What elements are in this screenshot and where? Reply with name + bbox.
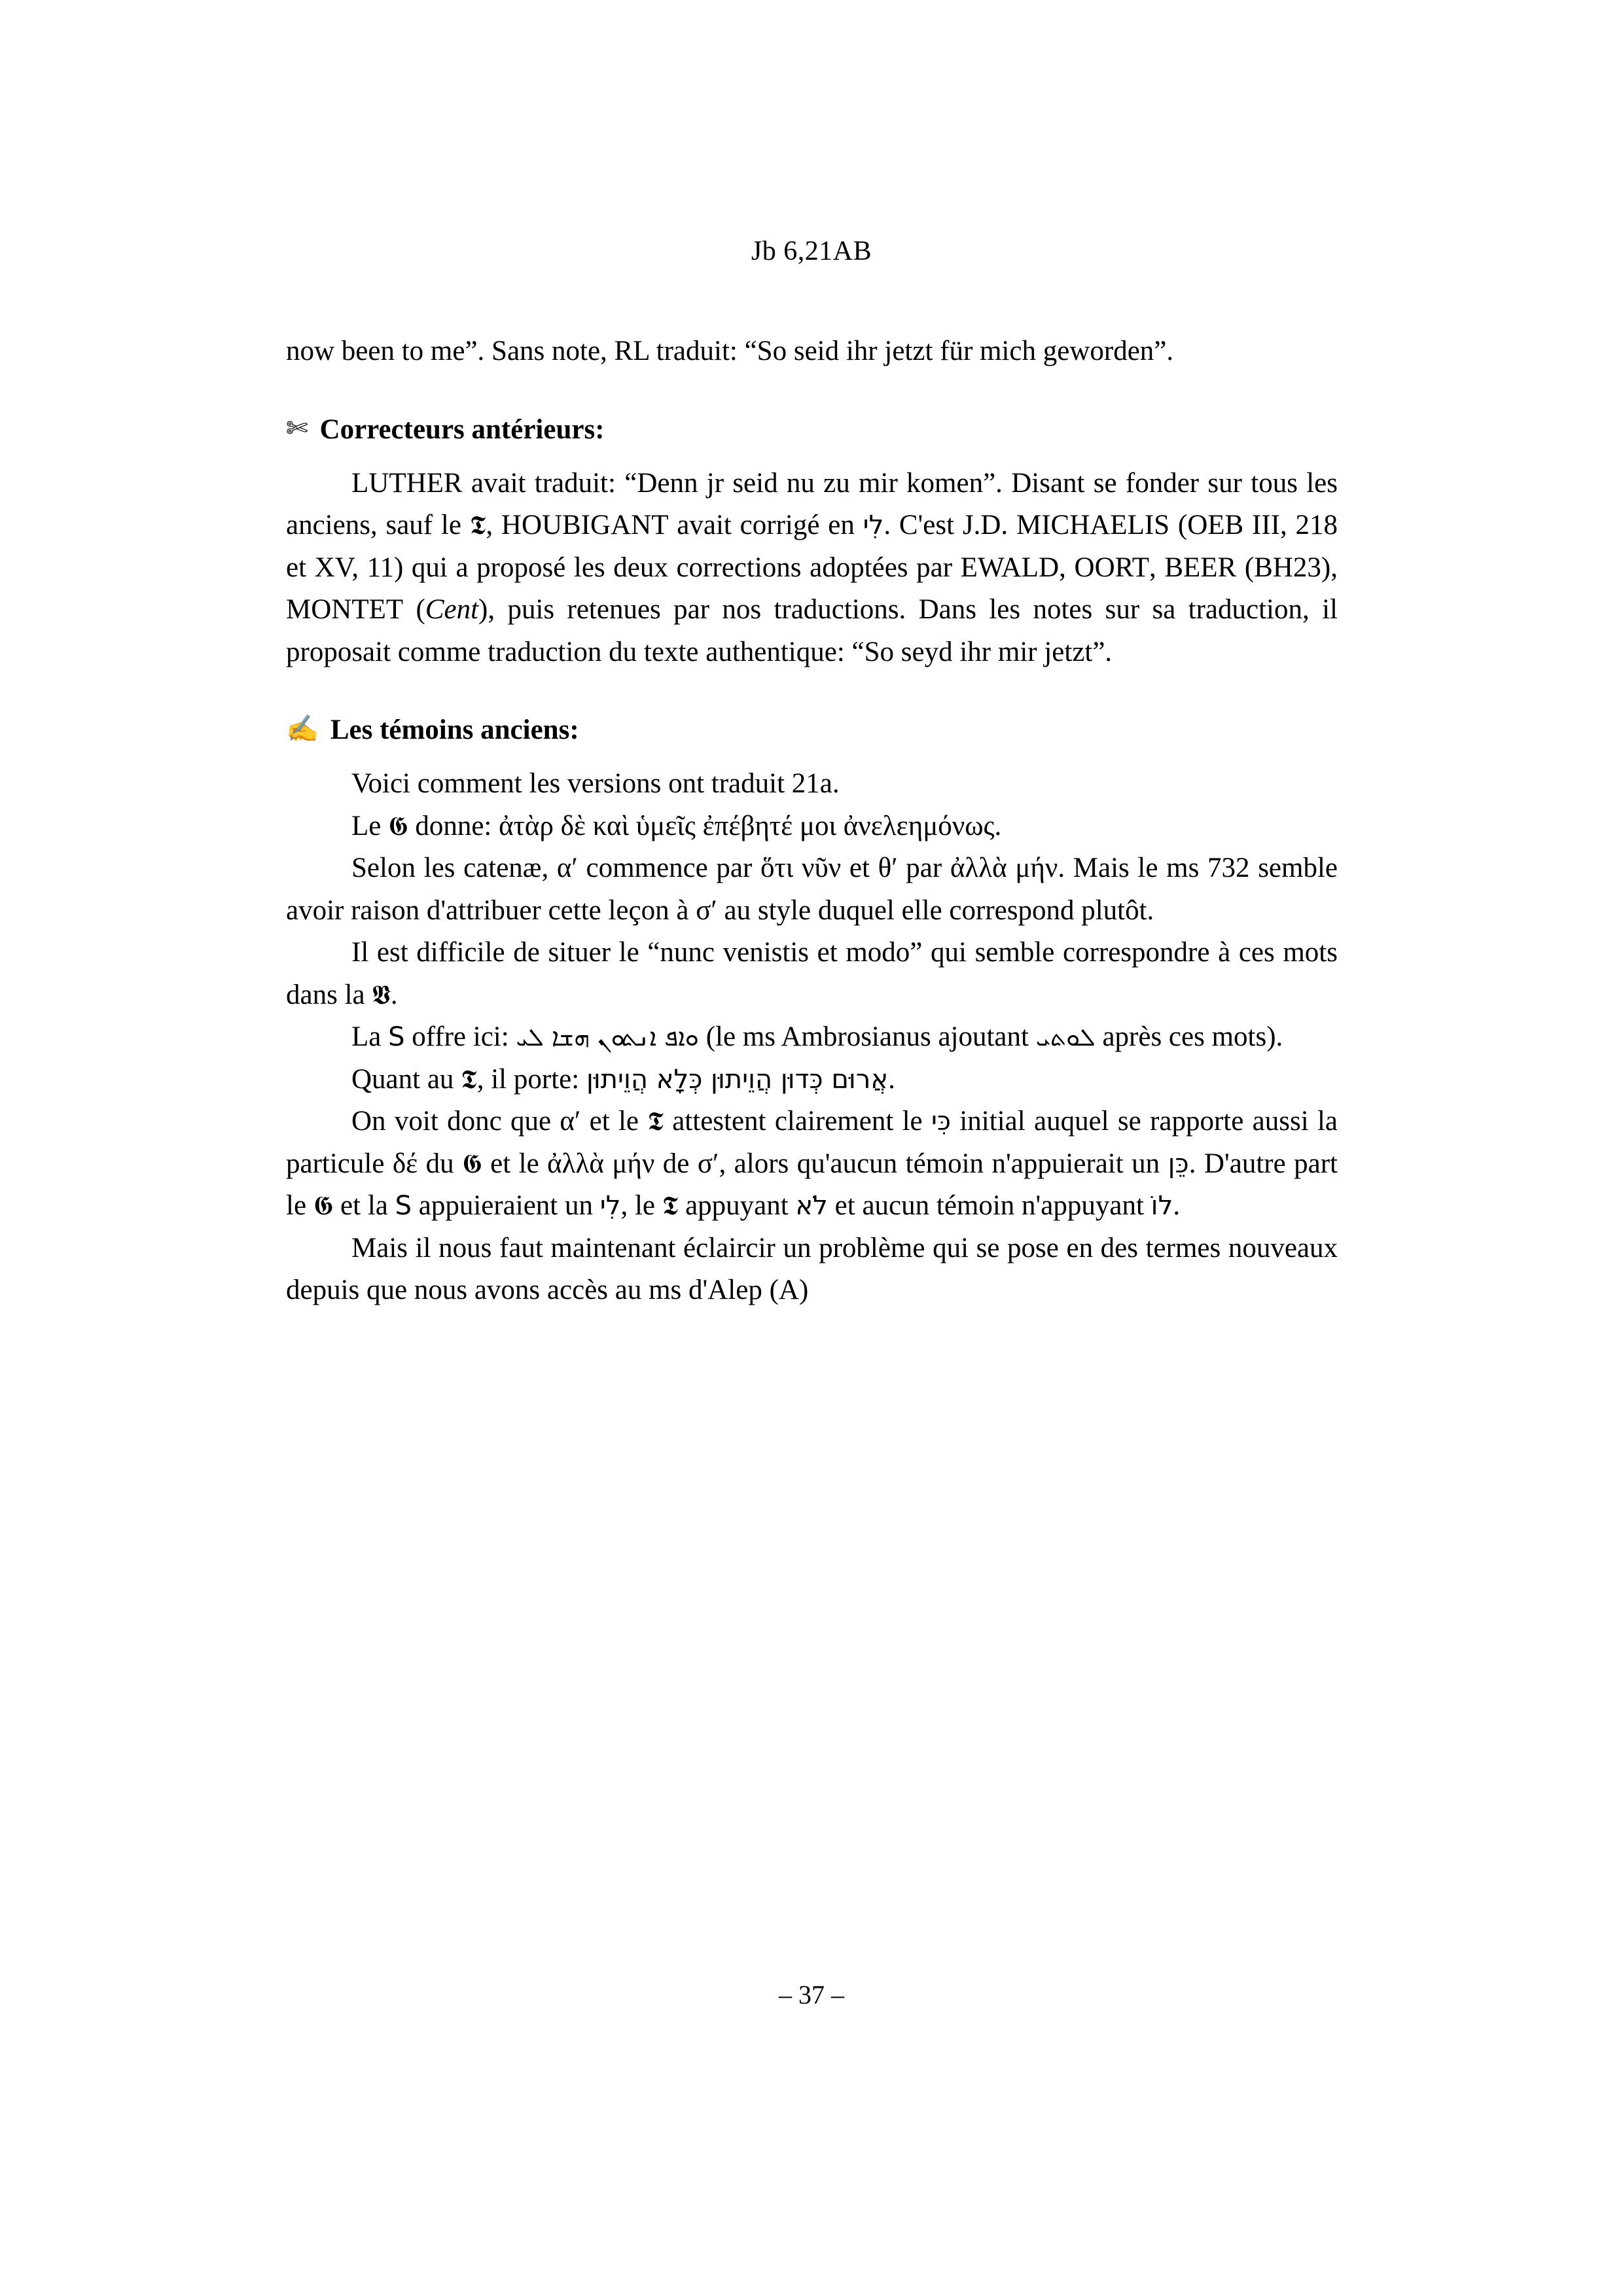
- onvoit-d: et le ἀλλὰ μήν de σ′, alors qu'aucun témoin n'appuierait un: [482, 1148, 1168, 1179]
- siglum-syriac: 𝖲: [388, 1022, 405, 1052]
- siglum-septuagint-2: 𝕲: [462, 1148, 482, 1179]
- houbigant-smallcaps: OUBIGANT: [521, 510, 669, 540]
- siglum-septuagint: 𝕲: [388, 811, 408, 841]
- correcteurs-text-2: , H: [486, 510, 522, 540]
- heading-temoins-label: Les témoins anciens:: [330, 715, 579, 745]
- correcteurs-text-5: (OEB III, 218 et XV, 11) qui a proposé les deux corrections adoptées par E: [286, 510, 1338, 583]
- luther-smallcaps: UTHER: [368, 467, 463, 499]
- correcteurs-text-4: . C'est J.D. M: [883, 510, 1042, 540]
- running-head: Jb 6,21AB: [751, 236, 872, 266]
- onvoit-h: , le: [620, 1190, 662, 1221]
- onvoit-a: On voit donc que α′ et le: [351, 1106, 648, 1137]
- quant-pre: Quant au: [351, 1063, 461, 1095]
- siglum-septuagint-3: 𝕲: [313, 1191, 334, 1221]
- siglum-targum-3: 𝕿: [647, 1106, 664, 1137]
- paragraph-on-voit-donc: [286, 1101, 1338, 1227]
- cent-italic: Cent: [425, 594, 479, 625]
- siglum-targum: 𝕿: [469, 510, 486, 540]
- hebrew-li-1: לִי: [863, 510, 884, 540]
- onvoit-j: et aucun témoin n'appuyant: [827, 1190, 1151, 1221]
- la-s-post: après ces mots).: [1095, 1021, 1283, 1052]
- hebrew-lo-vav: לוֹ: [1150, 1191, 1173, 1221]
- paragraph-nunc-venistis: [286, 932, 1338, 1016]
- onvoit-i: appuyant: [678, 1190, 796, 1221]
- text-block: [286, 330, 1338, 1312]
- paragraph-voici: Voici comment les versions ont traduit 21a.: [351, 768, 840, 799]
- syriac-quote-1: ܘܐܦ ܐܢܬܘܢ ܗܫܐ ܠܝ: [516, 1023, 699, 1051]
- luther-initial: L: [351, 467, 369, 499]
- onvoit-g: appuieraient un: [412, 1190, 600, 1221]
- correcteurs-text-3: avait corrigé en: [668, 510, 863, 540]
- syriac-quote-2: ܠܘܬܝ: [1035, 1023, 1096, 1051]
- hebrew-ki: כִּי: [931, 1106, 952, 1137]
- onvoit-c: initial auquel se rapporte aussi la particule δέ du: [286, 1106, 1338, 1179]
- siglum-syriac-2: 𝖲: [395, 1191, 412, 1221]
- siglum-targum-2: 𝕿: [461, 1064, 477, 1095]
- paragraph-quant-au-t: [286, 1059, 1338, 1101]
- heading-temoins-anciens: [286, 714, 1338, 746]
- opening-paragraph: now been to me”. Sans note, RL traduit: “So seid ihr jetzt für mich geworden”.: [286, 336, 1174, 366]
- correcteurs-text-1: avait traduit: “Denn jr seid nu zu mir komen”. Disant se fonder sur tous les anciens, sauf le: [286, 467, 1338, 540]
- nunc-pre: Il est difficile de situer le “nunc venistis et modo” qui semble correspondre à ces mots dans la: [286, 937, 1338, 1010]
- onvoit-k: .: [1173, 1190, 1181, 1221]
- siglum-vulgate: 𝖁: [372, 980, 391, 1010]
- paragraph-selon-catenae: Selon les catenæ, α′ commence par ὅτι νῦν et θ′ par ἀλλὰ μήν. Mais le ms 732 semble avoir raison d'attribuer cette leçon à σ′ au style duquel elle correspond plutôt.: [286, 853, 1338, 926]
- quant-post: .: [888, 1063, 895, 1095]
- ewald-smallcaps: WALD: [977, 552, 1060, 583]
- heading-correcteurs-anterieurs: [286, 414, 1338, 446]
- paragraph-le-g-donne: [286, 805, 1338, 848]
- onvoit-f: et la: [333, 1190, 395, 1221]
- correcteurs-text-10: ), puis retenues par nos traductions. Dans les notes sur sa traduction, il proposait comme traduction du texte authentique: “So seyd ihr mir jetzt”.: [286, 594, 1338, 667]
- beer-smallcaps: EER: [1183, 552, 1237, 583]
- la-s-pre: La: [351, 1021, 389, 1052]
- scissors-icon: ✄: [286, 413, 308, 443]
- quant-mid: , il porte:: [476, 1063, 586, 1095]
- paragraph-mais-il-nous-faut: Mais il nous faut maintenant éclaircir un problème qui se pose en des termes nouveaux depuis que nous avons accès au ms d'Alep (A): [286, 1232, 1338, 1305]
- heading-correcteurs-label: Correcteurs antérieurs:: [319, 414, 605, 445]
- hebrew-lo-aleph: לֹא: [795, 1191, 828, 1221]
- correcteurs-text-6: , O: [1059, 552, 1095, 583]
- siglum-targum-4: 𝕿: [662, 1191, 679, 1221]
- la-s-mid: offre ici:: [404, 1021, 516, 1052]
- montet-smallcaps: ONTET: [311, 594, 404, 625]
- onvoit-b: attestent clairement le: [663, 1106, 931, 1137]
- quill-pen-icon: ✍: [286, 714, 319, 743]
- paragraph-la-s-offre: [286, 1016, 1338, 1059]
- onvoit-e: . D'autre part le: [286, 1148, 1338, 1221]
- nunc-post: .: [390, 979, 398, 1010]
- la-s-mid2: (le ms Ambrosianus ajoutant: [698, 1021, 1036, 1052]
- hebrew-ken: כֵּן: [1168, 1148, 1189, 1179]
- correcteurs-text-7: , B: [1149, 552, 1184, 583]
- page-number: – 37 –: [779, 1980, 844, 2009]
- hebrew-li-2: לִי: [599, 1191, 621, 1221]
- aramaic-quote: אֲרוּם כְּדוּן הֲוֵיתוּן כְּלָא הֲוֵיתוּן: [586, 1064, 889, 1095]
- correcteurs-text-9: (: [403, 594, 425, 625]
- g-donne-pre: Le: [351, 810, 389, 841]
- michaelis-smallcaps: ICHAELIS: [1041, 510, 1170, 540]
- paragraph-correcteurs: [286, 463, 1338, 674]
- correcteurs-text-8: (BH23), M: [286, 552, 1338, 625]
- oort-smallcaps: ORT: [1094, 552, 1149, 583]
- g-donne-greek: donne: ἀτὰρ δὲ καὶ ὑμεῖς ἐπέβητέ μοι ἀνελεημόνως.: [408, 810, 1002, 841]
